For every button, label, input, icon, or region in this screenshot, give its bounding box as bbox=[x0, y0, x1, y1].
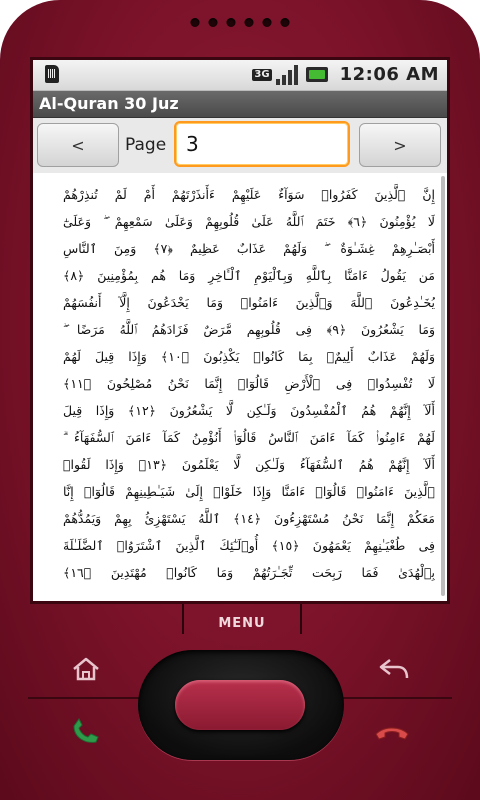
verse-line: مَن يَقُولُ ءَامَنَّا بِٱللَّهِ وَبِٱلْيَوْمِ ٱلْـَٔاخِرِ وَمَا هُم بِمُؤْمِنِينَ ﴿٨﴾ bbox=[63, 268, 435, 283]
verse-line: لَا تُفْسِدُوا۟ فِى ٱلْأَرْضِ قَالُوٓا۟ إِنَّمَا نَحْنُ مُصْلِحُونَ ﴿١١﴾ bbox=[63, 376, 435, 391]
status-bar bbox=[33, 60, 447, 91]
home-icon[interactable] bbox=[68, 654, 104, 684]
signal-strength-icon bbox=[276, 65, 298, 85]
sdcard-icon bbox=[45, 65, 59, 83]
device-screen bbox=[33, 60, 447, 601]
network-type-badge: 3G bbox=[254, 68, 270, 80]
verse-line: وَمَا يَشْعُرُونَ ﴿٩﴾ فِى قُلُوبِهِم مَّرَضٌ فَزَادَهُمُ ٱللَّهُ مَرَضًا ۖ bbox=[63, 322, 435, 337]
app-title-bar bbox=[33, 91, 447, 118]
verse-line: لَا يُؤْمِنُونَ ﴿٦﴾ خَتَمَ ٱللَّهُ عَلَىٰ قُلُوبِهِمْ وَعَلَىٰ سَمْعِهِمْ ۖ وَعَلَىٰٓ bbox=[63, 214, 435, 229]
page-scrollbar[interactable] bbox=[441, 176, 445, 596]
verse-line: لَهُمْ ءَامِنُوا۟ كَمَآ ءَامَنَ ٱلنَّاسُ قَالُوٓا۟ أَنُؤْمِنُ كَمَآ ءَامَنَ ٱلسُّفَهَآءُ ۗ bbox=[63, 430, 435, 445]
app-title: Al-Quran 30 Juz bbox=[39, 94, 179, 113]
page-number-input[interactable] bbox=[174, 121, 350, 167]
page-navigation bbox=[33, 118, 447, 174]
verse-line: ٱلَّذِينَ ءَامَنُوا۟ قَالُوٓا۟ ءَامَنَّا وَإِذَا خَلَوْا۟ إِلَىٰ شَيَـٰطِينِهِمْ قَالُوٓا۟ إِنَّا bbox=[63, 484, 435, 499]
verse-line: أَلَآ إِنَّهُمْ هُمُ ٱلسُّفَهَآءُ وَلَـٰكِن لَّا يَعْلَمُونَ ﴿١٣﴾ وَإِذَا لَقُوا۟ bbox=[63, 457, 435, 472]
status-clock: 12:06 AM bbox=[339, 64, 439, 85]
next-page-button[interactable]: > bbox=[359, 123, 441, 167]
call-icon[interactable] bbox=[66, 718, 106, 748]
back-arrow-icon[interactable] bbox=[376, 654, 412, 684]
quran-page[interactable] bbox=[33, 173, 447, 601]
verse-line: إِنَّ ٱلَّذِينَ كَفَرُوا۟ سَوَآءٌ عَلَيْهِمْ ءَأَنذَرْتَهُمْ أَمْ لَمْ تُنذِرْهُمْ bbox=[63, 187, 435, 202]
verse-line: وَلَهُمْ عَذَابٌ أَلِيمٌۢ بِمَا كَانُوا۟ يَكْذِبُونَ ﴿١٠﴾ وَإِذَا قِيلَ لَهُمْ bbox=[63, 349, 435, 364]
speaker-grille bbox=[191, 18, 290, 27]
verse-line: أَبْصَـٰرِهِمْ غِشَـٰوَةٌ ۖ وَلَهُمْ عَذَابٌ عَظِيمٌ ﴿٧﴾ وَمِنَ ٱلنَّاسِ bbox=[63, 241, 435, 256]
verse-line: مَعَكُمْ إِنَّمَا نَحْنُ مُسْتَهْزِءُونَ ﴿١٤﴾ ٱللَّهُ يَسْتَهْزِئُ بِهِمْ وَيَمُدُّهُمْ bbox=[63, 511, 435, 526]
page-label: Page bbox=[125, 135, 167, 155]
menu-key[interactable]: MENU bbox=[182, 604, 302, 634]
verse-line: بِٱلْهُدَىٰ فَمَا رَبِحَت تِّجَـٰرَتُهُمْ وَمَا كَانُوا۟ مُهْتَدِينَ ﴿١٦﴾ bbox=[63, 565, 435, 580]
battery-icon bbox=[306, 67, 328, 82]
verse-line: يُخَـٰدِعُونَ ٱللَّهَ وَٱلَّذِينَ ءَامَنُوا۟ وَمَا يَخْدَعُونَ إِلَّآ أَنفُسَهُمْ bbox=[63, 295, 435, 310]
previous-page-button[interactable]: < bbox=[37, 123, 119, 167]
verse-line: أَلَآ إِنَّهُمْ هُمُ ٱلْمُفْسِدُونَ وَلَـٰكِن لَّا يَشْعُرُونَ ﴿١٢﴾ وَإِذَا قِيلَ bbox=[63, 403, 435, 418]
end-call-icon[interactable] bbox=[372, 718, 412, 748]
trackball[interactable] bbox=[175, 680, 305, 730]
verse-line: فِى طُغْيَـٰنِهِمْ يَعْمَهُونَ ﴿١٥﴾ أُو۟لَـٰٓئِكَ ٱلَّذِينَ ٱشْتَرَوُا۟ ٱلضَّلَـٰلَةَ bbox=[63, 538, 435, 553]
